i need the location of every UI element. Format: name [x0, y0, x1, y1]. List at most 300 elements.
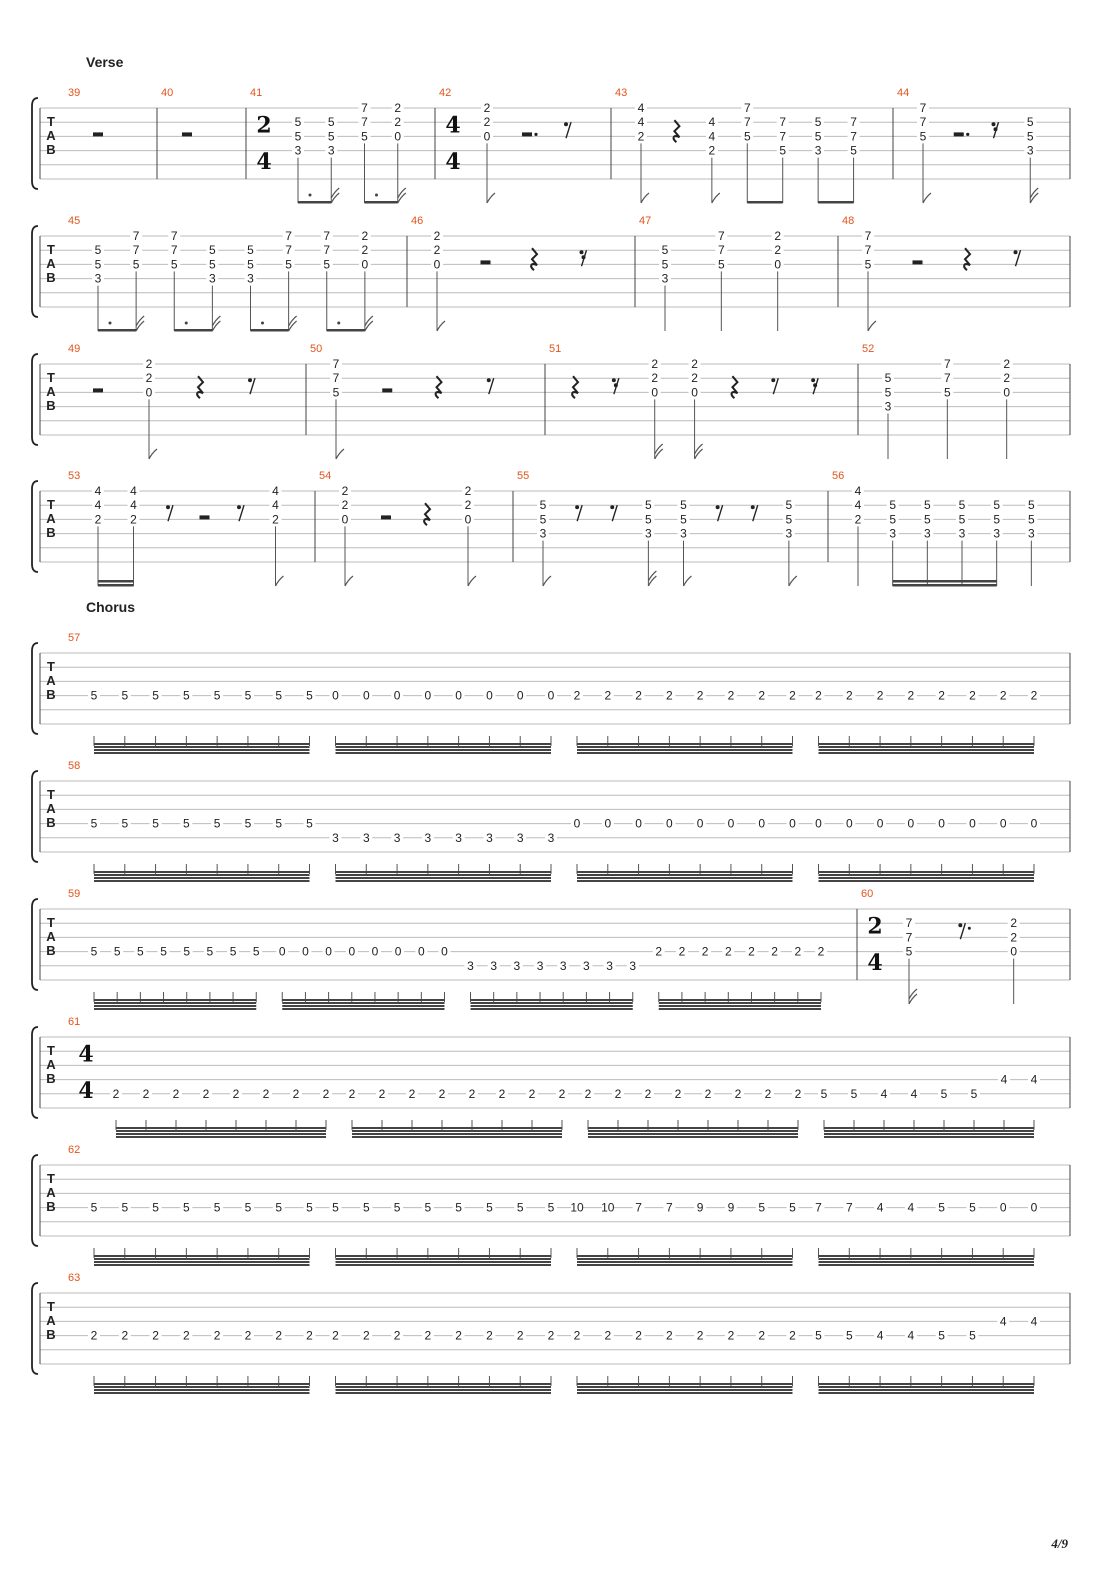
fret-number: 7: [943, 371, 951, 386]
tab-clef-letter: T: [47, 114, 55, 129]
beam: [577, 746, 793, 748]
fret-number: 2: [468, 1086, 476, 1101]
fret-number: 5: [90, 944, 98, 959]
fret-number: 5: [152, 816, 159, 831]
fret-number: 5: [137, 944, 144, 959]
rest-flag-icon: [580, 250, 584, 254]
beam: [327, 329, 365, 332]
measure-number: 51: [549, 343, 562, 355]
fret-number: 5: [183, 816, 190, 831]
fret-number: 3: [486, 830, 493, 845]
tab-clef-letter: B: [46, 525, 56, 540]
beam: [94, 877, 310, 879]
fret-number: 7: [132, 229, 140, 243]
fret-number: 0: [325, 944, 332, 959]
page-number: 4/9: [1051, 1536, 1068, 1551]
beam: [747, 201, 782, 204]
note-flag-icon: [468, 576, 476, 586]
beam: [819, 1255, 1035, 1257]
fret-number: 5: [661, 257, 669, 272]
fret-number: 5: [814, 129, 822, 144]
half-rest-icon: [954, 132, 964, 136]
tab-clef-letter: A: [46, 673, 56, 688]
fret-number: 2: [322, 1086, 330, 1101]
fret-number: 3: [362, 830, 370, 845]
fret-number: 0: [573, 816, 581, 831]
half-rest-icon: [522, 132, 532, 136]
beam: [819, 749, 1035, 751]
fret-number: 0: [651, 385, 659, 400]
beam: [98, 580, 134, 583]
fret-number: 4: [130, 498, 137, 513]
fret-number: 5: [113, 944, 121, 959]
tab-system: [32, 1016, 1070, 1138]
fret-number: 5: [645, 512, 652, 527]
fret-number: 7: [919, 115, 927, 130]
fret-number: 7: [815, 1200, 822, 1215]
system-bracket-icon: [32, 1027, 38, 1118]
beam: [94, 1258, 310, 1260]
fret-number: 5: [845, 1328, 853, 1343]
fret-number: 5: [516, 1200, 524, 1215]
tab-clef-letter: T: [47, 915, 55, 930]
fret-number: 2: [1030, 688, 1038, 703]
fret-number: 3: [455, 830, 462, 845]
fret-number: 2: [361, 229, 369, 243]
fret-number: 5: [717, 257, 725, 272]
fret-number: 2: [666, 688, 673, 703]
half-rest-icon: [182, 132, 192, 136]
beam: [819, 1392, 1035, 1394]
fret-number: 3: [209, 271, 216, 286]
fret-number: 5: [229, 944, 237, 959]
beam: [577, 743, 793, 745]
fret-number: 2: [774, 243, 782, 258]
fret-number: 3: [889, 526, 897, 541]
beam: [577, 874, 793, 876]
tab-clef-letter: B: [46, 142, 56, 157]
note-dot-icon: [337, 322, 340, 325]
fret-number: 7: [361, 115, 368, 130]
fret-number: 2: [584, 1086, 592, 1101]
beam: [336, 1392, 552, 1394]
fret-number: 2: [614, 1086, 622, 1101]
fret-number: 5: [969, 1200, 976, 1215]
measure-number: 60: [861, 888, 874, 900]
beam: [116, 1127, 326, 1129]
fret-number: 5: [332, 385, 340, 400]
fret-number: 2: [696, 688, 704, 703]
fret-number: 2: [142, 1086, 150, 1101]
beam: [588, 1130, 798, 1132]
fret-number: 5: [884, 385, 892, 400]
beam: [577, 871, 793, 873]
tab-clef-letter: T: [47, 787, 55, 802]
beam: [819, 746, 1035, 748]
fret-number: 2: [424, 1328, 432, 1343]
beam: [824, 1127, 1034, 1129]
fret-number: 2: [691, 357, 698, 371]
note-flag-icon: [487, 193, 495, 203]
fret-number: 2: [644, 1086, 652, 1101]
fret-number: 4: [907, 1200, 915, 1215]
fret-number: 7: [635, 1200, 642, 1215]
fret-number: 2: [789, 688, 796, 703]
fret-number: 2: [361, 243, 369, 258]
fret-number: 5: [323, 257, 331, 272]
measure-number: 61: [68, 1016, 81, 1028]
beam: [116, 1130, 326, 1132]
measure: [40, 215, 407, 332]
tab-clef-letter: B: [46, 270, 56, 285]
fret-number: 2: [90, 1328, 98, 1343]
fret-number: 2: [674, 1086, 682, 1101]
measure-number: 41: [250, 87, 263, 99]
fret-number: 5: [645, 498, 652, 513]
fret-number: 5: [539, 498, 547, 513]
fret-number: 5: [152, 688, 159, 703]
note-flag-icon: [289, 321, 297, 331]
fret-number: 0: [362, 688, 370, 703]
fret-number: 2: [573, 688, 581, 703]
fret-number: 0: [999, 816, 1007, 831]
fret-number: 0: [845, 816, 853, 831]
fret-number: 4: [272, 484, 279, 498]
beam: [819, 1261, 1035, 1263]
fret-number: 0: [371, 944, 379, 959]
fret-number: 2: [774, 229, 782, 243]
note-dot-icon: [309, 194, 312, 197]
fret-number: 2: [817, 944, 825, 959]
fret-number: 5: [785, 498, 793, 513]
beam: [94, 1261, 310, 1263]
fret-number: 0: [789, 816, 796, 831]
half-rest-icon: [913, 260, 923, 264]
beam: [336, 1389, 552, 1391]
fret-number: 2: [999, 688, 1007, 703]
tab-system: [32, 470, 1070, 587]
beam: [336, 1258, 552, 1260]
beam: [94, 1008, 256, 1010]
fret-number: 0: [876, 816, 884, 831]
note-flag-icon: [345, 576, 353, 586]
fret-number: 5: [332, 1200, 339, 1215]
fret-number: 5: [547, 1200, 555, 1215]
measure-number: 54: [319, 470, 332, 482]
beam: [577, 1392, 793, 1394]
fret-number: 2: [341, 484, 349, 498]
fret-number: 0: [341, 512, 349, 527]
beam: [819, 1264, 1035, 1266]
fret-number: 2: [433, 229, 441, 243]
fret-number: 2: [635, 688, 642, 703]
beam: [98, 584, 134, 587]
tab-system: [32, 888, 1070, 1010]
fret-number: 5: [275, 816, 283, 831]
fret-number: 3: [332, 830, 339, 845]
note-flag-icon: [136, 321, 144, 331]
fret-number: 2: [573, 1328, 581, 1343]
note-dot-icon: [375, 194, 378, 197]
beam: [819, 1386, 1035, 1388]
fret-number: 2: [701, 944, 709, 959]
fret-number: 0: [302, 944, 309, 959]
measure: [310, 343, 545, 459]
tab-clef-letter: A: [46, 1185, 56, 1200]
fret-number: 7: [170, 229, 178, 243]
fret-number: 2: [408, 1086, 416, 1101]
fret-number: 2: [516, 1328, 524, 1343]
fret-number: 2: [262, 1086, 270, 1101]
fret-number: 5: [785, 512, 793, 527]
note-flag-icon: [365, 321, 373, 331]
rest-dot-icon: [968, 927, 971, 930]
fret-number: 0: [604, 816, 612, 831]
fret-number: 5: [152, 1200, 159, 1215]
fret-number: 4: [854, 484, 862, 498]
beam: [352, 1133, 562, 1135]
tab-clef-letter: T: [47, 497, 55, 512]
fret-number: 5: [1027, 512, 1035, 527]
fret-number: 0: [547, 688, 555, 703]
beam: [471, 999, 633, 1001]
fret-number: 5: [758, 1200, 766, 1215]
measure: [40, 1016, 1070, 1138]
rest-flag-icon: [564, 122, 568, 126]
fret-number: 2: [938, 688, 945, 703]
fret-number: 2: [362, 1328, 370, 1343]
fret-number: 5: [361, 129, 368, 144]
fret-number: 2: [1003, 357, 1011, 371]
measure-number: 57: [68, 632, 81, 644]
fret-number: 7: [864, 229, 872, 243]
fret-number: 5: [183, 944, 191, 959]
note-flag-icon: [868, 321, 876, 331]
measure-number: 44: [897, 87, 910, 99]
tab-system: [32, 215, 1070, 332]
measure-number: 63: [68, 1272, 81, 1284]
tab-clef-letter: T: [47, 1299, 55, 1314]
fret-number: 7: [285, 229, 292, 243]
measure-number: 52: [862, 343, 875, 355]
fret-number: 5: [815, 1328, 822, 1343]
fret-number: 5: [244, 1200, 252, 1215]
fret-number: 5: [209, 257, 216, 272]
beam: [116, 1136, 326, 1138]
note-flag-icon: [331, 193, 339, 203]
fret-number: 0: [635, 816, 642, 831]
rest-flag-icon: [994, 127, 998, 131]
system-bracket-icon: [32, 354, 38, 445]
fret-number: 2: [306, 1328, 313, 1343]
beam: [94, 1255, 310, 1257]
fret-number: 2: [202, 1086, 210, 1101]
rest-flag-icon: [751, 505, 755, 509]
fret-number: 2: [748, 944, 755, 959]
measure-number: 45: [68, 215, 81, 227]
fret-number: 5: [424, 1200, 432, 1215]
note-flag-icon: [641, 193, 649, 203]
beam: [577, 1255, 793, 1257]
fret-number: 7: [717, 243, 725, 258]
fret-number: 5: [923, 498, 931, 513]
fret-number: 3: [327, 143, 335, 158]
rest-flag-icon: [487, 378, 491, 382]
fret-number: 2: [348, 1086, 356, 1101]
rest-flag-icon: [248, 378, 252, 382]
beam: [282, 1002, 444, 1004]
fret-number: 5: [993, 498, 1001, 513]
fret-number: 5: [306, 816, 313, 831]
beam: [577, 749, 793, 751]
tab-clef-letter: A: [46, 929, 56, 944]
fret-number: 5: [327, 129, 335, 144]
section-label-verse: Verse: [86, 54, 124, 70]
beam: [94, 752, 310, 754]
fret-number: 2: [845, 688, 853, 703]
fret-number: 7: [743, 101, 751, 115]
fret-number: 0: [361, 257, 369, 272]
beam: [819, 1389, 1035, 1391]
fret-number: 3: [1027, 526, 1035, 541]
tab-clef-letter: T: [47, 1043, 55, 1058]
fret-number: 7: [285, 243, 292, 258]
tab-clef-letter: T: [47, 1171, 55, 1186]
note-flag-icon: [212, 321, 220, 331]
fret-number: 2: [275, 1328, 283, 1343]
beam: [336, 746, 552, 748]
rest-dot-icon: [534, 133, 537, 136]
beam: [94, 874, 310, 876]
fret-number: 5: [814, 115, 822, 130]
measure: [40, 632, 1070, 754]
fret-number: 5: [1026, 115, 1034, 130]
fret-number: 4: [876, 1328, 884, 1343]
fret-number: 5: [306, 688, 313, 703]
measure-number: 42: [439, 87, 452, 99]
beam: [659, 1005, 821, 1007]
tab-clef-letter: B: [46, 1199, 56, 1214]
beam: [819, 871, 1035, 873]
fret-number: 5: [958, 498, 966, 513]
tab-clef-letter: T: [47, 659, 55, 674]
fret-number: 4: [910, 1086, 918, 1101]
fret-number: 0: [727, 816, 735, 831]
measure: [40, 1272, 1070, 1394]
quarter-rest-icon: [572, 376, 578, 398]
fret-number: 5: [306, 1200, 313, 1215]
measure: [832, 470, 1070, 587]
tab-system: [32, 632, 1070, 754]
fret-number: 2: [794, 944, 802, 959]
beam: [282, 1008, 444, 1010]
time-signature-bottom: 4: [256, 148, 272, 175]
note-flag-icon: [437, 321, 445, 331]
beam: [282, 1005, 444, 1007]
fret-number: 5: [539, 512, 547, 527]
half-rest-icon: [93, 132, 103, 136]
fret-number: 3: [539, 526, 547, 541]
fret-number: 0: [393, 688, 401, 703]
beam: [659, 1008, 821, 1010]
fret-number: 0: [145, 385, 153, 400]
fret-number: 2: [727, 688, 735, 703]
fret-number: 3: [629, 958, 637, 973]
fret-number: 5: [884, 371, 892, 386]
measure: [517, 470, 828, 586]
beam: [577, 752, 793, 754]
system-bracket-icon: [32, 1283, 38, 1374]
beam: [98, 329, 136, 332]
fret-number: 2: [528, 1086, 536, 1101]
fret-number: 4: [999, 1314, 1007, 1329]
beam: [577, 1383, 793, 1385]
fret-number: 0: [774, 257, 782, 272]
fret-number: 4: [1030, 1072, 1038, 1087]
beam: [819, 1258, 1035, 1260]
beam: [336, 1261, 552, 1263]
fret-number: 3: [923, 526, 931, 541]
half-rest-icon: [381, 515, 391, 519]
beam: [94, 749, 310, 751]
fret-number: 0: [1030, 816, 1038, 831]
fret-number: 4: [637, 115, 645, 130]
fret-number: 5: [486, 1200, 493, 1215]
fret-number: 2: [112, 1086, 120, 1101]
note-flag-icon: [543, 576, 551, 586]
beam: [282, 999, 444, 1001]
fret-number: 0: [1003, 385, 1011, 400]
measure-number: 43: [615, 87, 628, 99]
beam: [577, 880, 793, 882]
fret-number: 0: [394, 129, 402, 144]
fret-number: 7: [332, 357, 340, 371]
measure: [40, 760, 1070, 882]
fret-number: 4: [880, 1086, 888, 1101]
fret-number: 5: [183, 688, 190, 703]
measure: [250, 87, 435, 204]
rest-flag-icon: [716, 505, 720, 509]
fret-number: 2: [292, 1086, 300, 1101]
fret-number: 4: [272, 498, 279, 513]
rest-dot-icon: [966, 133, 969, 136]
fret-number: 4: [708, 115, 716, 130]
measure: [40, 1144, 1070, 1266]
beam: [94, 1386, 310, 1388]
beam: [819, 874, 1035, 876]
fret-number: 5: [247, 257, 254, 272]
time-signature-bottom: 4: [445, 148, 461, 175]
measure-number: 53: [68, 470, 81, 482]
fret-number: 2: [907, 688, 915, 703]
fret-number: 2: [651, 371, 659, 386]
fret-number: 2: [1010, 916, 1018, 931]
fret-number: 5: [213, 816, 221, 831]
beam: [577, 1389, 793, 1391]
note-flag-icon: [398, 193, 406, 203]
fret-number: 5: [244, 688, 252, 703]
fret-number: 2: [655, 944, 663, 959]
fret-number: 2: [483, 115, 491, 130]
beam: [336, 743, 552, 745]
measure-number: 48: [842, 215, 855, 227]
beam: [893, 580, 997, 583]
note-flag-icon: [923, 193, 931, 203]
fret-number: 5: [94, 257, 102, 272]
fret-number: 5: [943, 385, 951, 400]
fret-number: 5: [294, 129, 302, 144]
section-label-chorus: Chorus: [86, 599, 135, 615]
